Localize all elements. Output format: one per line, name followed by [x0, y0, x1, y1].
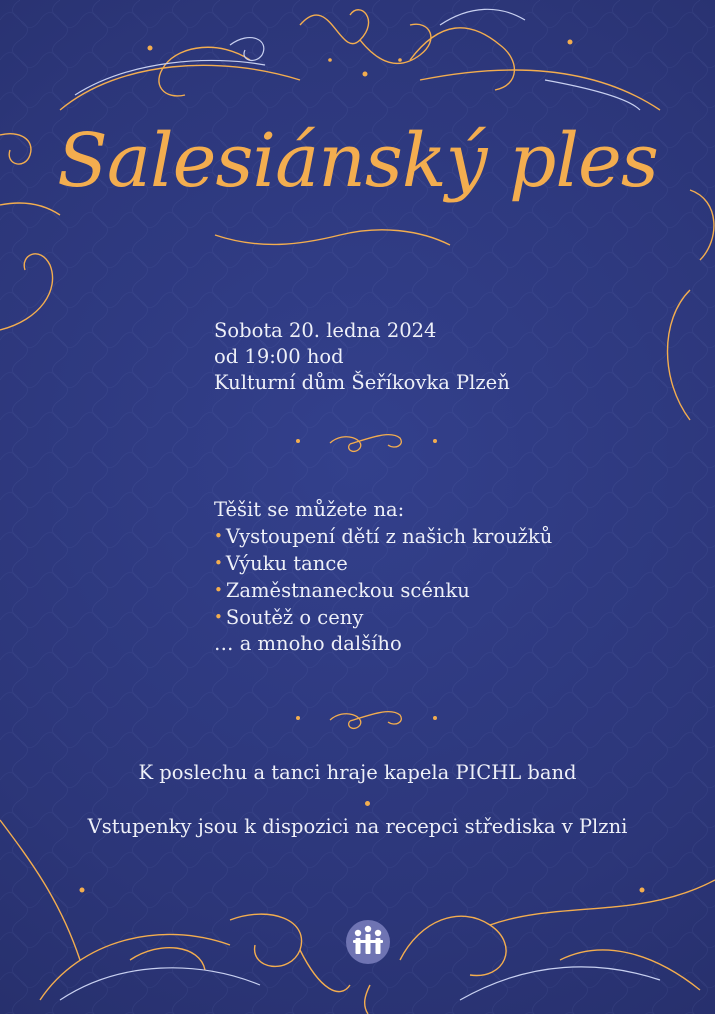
- program-item: [214, 523, 552, 550]
- event-info: [214, 318, 510, 396]
- separator-dot: [365, 801, 370, 806]
- music-info: K poslechu a tanci hraje kapela PICHL band: [138, 761, 577, 784]
- program-item: [214, 550, 552, 577]
- event-venue: Kulturní dům Šeříkovka Plzeň: [214, 371, 510, 394]
- program-item-text: Soutěž o ceny: [225, 606, 364, 629]
- event-time: od 19:00 hod: [214, 345, 344, 368]
- tickets-info: Vstupenky jsou k dispozici na recepci střediska v Plzni: [87, 815, 628, 838]
- program-outro: … a mnoho dalšího: [214, 632, 402, 655]
- program-item: [214, 577, 552, 604]
- program-item-text: Výuku tance: [225, 552, 348, 575]
- salesian-logo-icon: [344, 918, 392, 966]
- program-item: [214, 604, 552, 631]
- program-item-text: Vystoupení dětí z našich kroužků: [225, 525, 553, 548]
- program-list: [214, 497, 552, 657]
- program-intro: Těšit se můžete na:: [214, 498, 405, 521]
- event-date: Sobota 20. ledna 2024: [214, 319, 437, 342]
- program-item-text: Zaměstnaneckou scénku: [225, 579, 470, 602]
- event-title: Salesiánský ples: [57, 118, 658, 204]
